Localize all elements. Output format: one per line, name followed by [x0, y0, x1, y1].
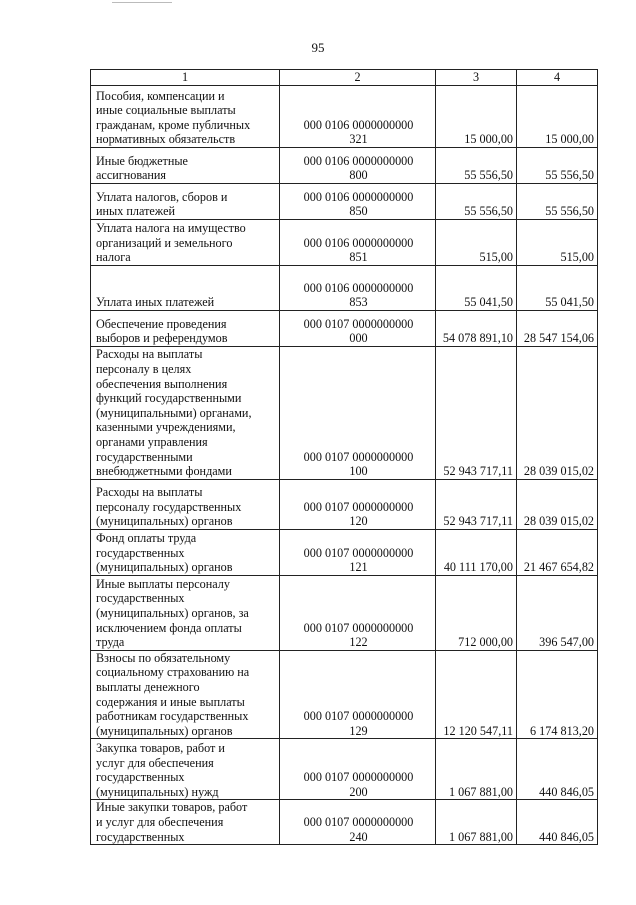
amount-col3-cell [436, 184, 517, 220]
expense-name-cell-text: Пособия, компенсации и иные социальные выплаты гражданам, кроме публичных нормативных обязательств [96, 88, 251, 147]
amount-col3-cell [436, 86, 517, 148]
table-row [91, 148, 598, 184]
table-row [91, 575, 598, 650]
expense-name-cell-text: Уплата налога на имущество организаций и земельного налога [96, 221, 246, 265]
budget-code-cell [280, 346, 436, 479]
expense-name-cell [91, 266, 280, 311]
column-header: 1 [91, 70, 280, 86]
budget-code-cell-text: 000 0107 0000000000 200 [303, 770, 414, 799]
amount-col3-cell-text: 55 556,50 [464, 168, 513, 183]
expense-name-cell-text: Закупка товаров, работ и услуг для обеспечения государственных (муниципальных) нужд [96, 740, 225, 799]
amount-col3-cell [436, 529, 517, 575]
budget-code-cell-text: 000 0107 0000000000 240 [303, 814, 414, 844]
table-row [91, 266, 598, 311]
amount-col4-cell [517, 529, 598, 575]
amount-col3-cell-text: 15 000,00 [464, 132, 513, 147]
expense-name-cell [91, 479, 280, 529]
amount-col3-cell-text: 12 120 547,11 [443, 723, 513, 738]
amount-col4-cell-text: 440 846,05 [539, 829, 594, 844]
budget-code-cell [280, 220, 436, 266]
expense-name-cell [91, 346, 280, 479]
budget-code-cell [280, 739, 436, 800]
table-row [91, 650, 598, 739]
budget-code-cell [280, 148, 436, 184]
budget-code-cell [280, 800, 436, 845]
amount-col4-cell-text: 28 547 154,06 [523, 331, 594, 346]
amount-col3-cell [436, 575, 517, 650]
table-row [91, 346, 598, 479]
expense-name-cell [91, 310, 280, 346]
amount-col4-cell [517, 266, 598, 311]
amount-col4-cell-text: 55 556,50 [545, 204, 594, 219]
budget-code-cell-text: 000 0107 0000000000 100 [303, 449, 414, 479]
amount-col3-cell [436, 148, 517, 184]
amount-col3-cell-text: 1 067 881,00 [449, 784, 513, 799]
expense-name-cell [91, 86, 280, 148]
amount-col4-cell-text: 55 041,50 [545, 295, 594, 310]
expense-name-cell-text: Уплата иных платежей [96, 295, 215, 310]
budget-code-cell [280, 266, 436, 311]
budget-code-cell-text: 000 0106 0000000000 321 [303, 117, 414, 147]
amount-col4-cell-text: 440 846,05 [539, 784, 594, 799]
column-header: 3 [436, 70, 517, 86]
budget-code-cell [280, 575, 436, 650]
amount-col4-cell [517, 310, 598, 346]
budget-code-cell [280, 529, 436, 575]
expense-name-cell-text: Расходы на выплаты персоналу государственных (муниципальных) органов [96, 485, 242, 529]
table-row [91, 184, 598, 220]
budget-code-cell [280, 479, 436, 529]
expense-name-cell-text: Фонд оплаты труда государственных (муниципальных) органов [96, 531, 233, 575]
amount-col3-cell-text: 55 041,50 [464, 295, 513, 310]
budget-code-cell-text: 000 0106 0000000000 800 [303, 153, 414, 183]
budget-code-cell-text: 000 0107 0000000000 121 [303, 545, 414, 575]
expense-name-cell [91, 650, 280, 739]
column-header: 2 [280, 70, 436, 86]
expense-name-cell [91, 575, 280, 650]
table-row [91, 800, 598, 845]
amount-col3-cell-text: 52 943 717,11 [443, 464, 513, 479]
column-header: 4 [517, 70, 598, 86]
amount-col4-cell-text: 55 556,50 [545, 168, 594, 183]
amount-col4-cell-text: 28 039 015,02 [523, 464, 594, 479]
amount-col4-cell [517, 575, 598, 650]
expense-name-cell-text: Иные выплаты персоналу государственных (муниципальных) органов, за исключением фонда оплаты труда [96, 576, 249, 650]
amount-col3-cell [436, 650, 517, 739]
table-header-row [91, 70, 598, 86]
amount-col3-cell-text: 515,00 [479, 250, 513, 265]
amount-col4-cell [517, 479, 598, 529]
expense-name-cell [91, 529, 280, 575]
amount-col4-cell [517, 86, 598, 148]
table-row [91, 86, 598, 148]
amount-col3-cell [436, 346, 517, 479]
budget-code-cell [280, 86, 436, 148]
amount-col4-cell-text: 396 547,00 [539, 635, 594, 650]
expense-name-cell-text: Иные бюджетные ассигнования [96, 153, 188, 183]
amount-col4-cell-text: 6 174 813,20 [530, 723, 594, 738]
amount-col3-cell [436, 310, 517, 346]
expense-name-cell-text: Уплата налогов, сборов и иных платежей [96, 189, 228, 219]
amount-col4-cell-text: 21 467 654,82 [523, 560, 594, 575]
amount-col4-cell-text: 515,00 [560, 250, 594, 265]
expense-name-cell [91, 148, 280, 184]
budget-table [90, 69, 598, 845]
table-row [91, 739, 598, 800]
amount-col4-cell [517, 800, 598, 845]
top-edge-mark [112, 2, 172, 3]
budget-code-cell-text: 000 0107 0000000000 000 [303, 316, 414, 346]
budget-code-cell [280, 184, 436, 220]
amount-col3-cell [436, 739, 517, 800]
budget-code-cell [280, 310, 436, 346]
budget-code-cell-text: 000 0107 0000000000 129 [303, 709, 414, 738]
expense-name-cell [91, 220, 280, 266]
amount-col3-cell [436, 800, 517, 845]
budget-code-cell-text: 000 0106 0000000000 850 [303, 189, 414, 219]
amount-col3-cell-text: 712 000,00 [458, 635, 513, 650]
amount-col3-cell-text: 52 943 717,11 [443, 514, 513, 529]
page-number: 95 [311, 40, 325, 55]
amount-col3-cell [436, 220, 517, 266]
budget-code-cell-text: 000 0107 0000000000 122 [303, 620, 414, 650]
amount-col4-cell [517, 739, 598, 800]
expense-name-cell [91, 800, 280, 845]
amount-col3-cell [436, 479, 517, 529]
amount-col4-cell-text: 28 039 015,02 [523, 514, 594, 529]
amount-col3-cell-text: 54 078 891,10 [442, 331, 513, 346]
expense-name-cell [91, 184, 280, 220]
amount-col3-cell [436, 266, 517, 311]
amount-col4-cell [517, 184, 598, 220]
budget-code-cell-text: 000 0106 0000000000 851 [303, 235, 414, 265]
table-row [91, 220, 598, 266]
expense-name-cell-text: Обеспечение проведения выборов и референдумов [96, 316, 228, 346]
budget-code-cell-text: 000 0107 0000000000 120 [303, 499, 414, 529]
amount-col4-cell-text: 15 000,00 [545, 132, 594, 147]
expense-name-cell-text: Взносы по обязательному социальному страхованию на выплаты денежного содержания и иные выплаты работникам государственных (муниципальных) органов [96, 650, 250, 738]
amount-col4-cell [517, 346, 598, 479]
amount-col4-cell [517, 220, 598, 266]
amount-col3-cell-text: 1 067 881,00 [449, 829, 513, 844]
amount-col4-cell [517, 650, 598, 739]
table-row [91, 529, 598, 575]
expense-name-cell-text: Расходы на выплаты персоналу в целях обеспечения выполнения функций государственными (муниципальными) органами, казенными учреждениями, органами управления государственными внебюджетными фондами [96, 347, 252, 479]
expense-name-cell [91, 739, 280, 800]
amount-col4-cell [517, 148, 598, 184]
amount-col3-cell-text: 40 111 170,00 [443, 560, 513, 575]
amount-col3-cell-text: 55 556,50 [464, 204, 513, 219]
budget-code-cell-text: 000 0106 0000000000 853 [303, 280, 414, 310]
budget-code-cell [280, 650, 436, 739]
table-row [91, 479, 598, 529]
table-body [91, 86, 598, 845]
expense-name-cell-text: Иные закупки товаров, работ и услуг для обеспечения государственных [96, 800, 248, 844]
table-row [91, 310, 598, 346]
